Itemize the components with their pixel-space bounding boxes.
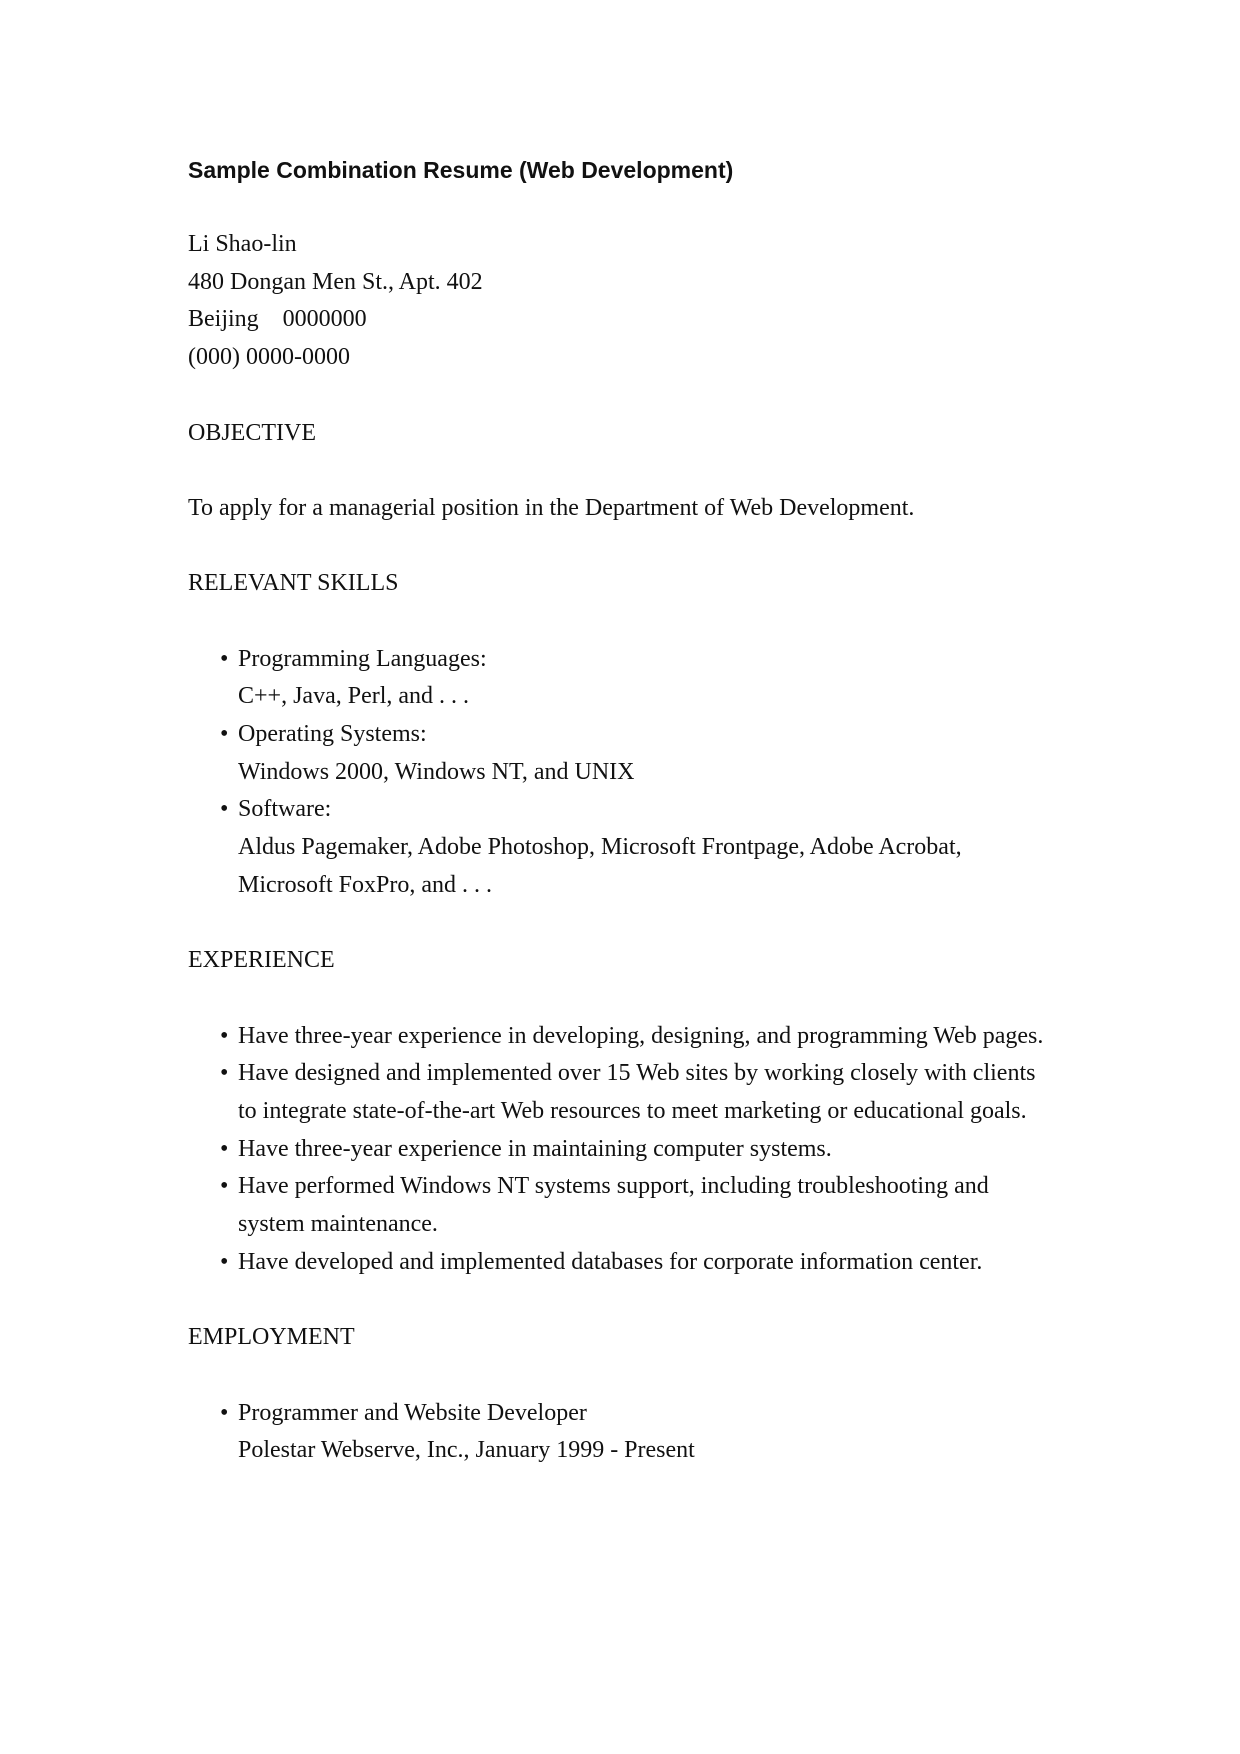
experience-item: [188, 1055, 1068, 1130]
bullet-glyph: •: [220, 1022, 229, 1049]
contact-block: [188, 226, 1068, 377]
spacer: [188, 1282, 1068, 1320]
skill-detail: Windows 2000, Windows NT, and UNIX: [238, 758, 635, 785]
bullet-glyph: •: [220, 1135, 229, 1162]
experience-item: [188, 1244, 1068, 1282]
experience-text: Have three-year experience in maintaining computer systems.: [238, 1135, 832, 1162]
experience-list: [188, 1018, 1068, 1282]
bullet-glyph: •: [220, 721, 229, 748]
experience-item: [188, 1018, 1068, 1056]
skills-list: [188, 641, 1068, 905]
spacer: [188, 1357, 1068, 1395]
objective-text: To apply for a managerial position in the Department of Web Development.: [188, 494, 915, 521]
skill-item-programming-languages: [188, 641, 1068, 716]
employment-heading: EMPLOYMENT: [188, 1324, 355, 1351]
skill-detail: C++, Java, Perl, and . . .: [238, 683, 470, 710]
bullet-glyph: •: [220, 796, 229, 823]
experience-item: [188, 1168, 1068, 1243]
experience-heading: EXPERIENCE: [188, 947, 335, 974]
experience-text: Have developed and implemented databases for corporate information center.: [238, 1248, 983, 1275]
skill-detail-continued: Microsoft FoxPro, and . . .: [238, 871, 492, 898]
employment-list: [188, 1395, 1068, 1470]
contact-address: 480 Dongan Men St., Apt. 402: [188, 268, 483, 295]
resume-body: [188, 226, 1068, 1470]
bullet-glyph: •: [220, 1173, 229, 1200]
spacer: [188, 980, 1068, 1018]
bullet-glyph: •: [220, 645, 229, 672]
employment-section: [188, 1319, 1068, 1470]
skill-label: Operating Systems:: [238, 721, 427, 748]
experience-text: Have designed and implemented over 15 Web sites by working closely with clients to integrate state-of-the-art Web resources to meet marketing or educational goals.: [238, 1060, 1036, 1125]
spacer: [188, 452, 1068, 490]
objective-section: [188, 415, 1068, 528]
contact-city-postal: Beijing 0000000: [188, 306, 367, 333]
contact-phone: (000) 0000-0000: [188, 344, 350, 371]
experience-section: [188, 942, 1068, 1281]
document-title: Sample Combination Resume (Web Development): [188, 157, 734, 183]
spacer: [188, 603, 1068, 641]
skill-label: Programming Languages:: [238, 645, 487, 672]
employment-company: Polestar Webserve, Inc., January 1999 - Present: [238, 1437, 695, 1464]
bullet-glyph: •: [220, 1248, 229, 1275]
skills-heading: RELEVANT SKILLS: [188, 570, 399, 597]
skill-item-operating-systems: [188, 716, 1068, 791]
employment-role: Programmer and Website Developer: [238, 1399, 587, 1426]
objective-heading: OBJECTIVE: [188, 419, 316, 446]
experience-item: [188, 1131, 1068, 1169]
skills-section: [188, 565, 1068, 904]
contact-name: Li Shao-lin: [188, 231, 297, 257]
skill-label: Software:: [238, 796, 332, 823]
skill-detail: Aldus Pagemaker, Adobe Photoshop, Microsoft Frontpage, Adobe Acrobat,: [238, 834, 962, 861]
spacer: [188, 905, 1068, 943]
spacer: [188, 377, 1068, 415]
experience-text: Have performed Windows NT systems support, including troubleshooting and system maintenance.: [238, 1173, 989, 1238]
resume-document: [188, 154, 1068, 1470]
skill-item-software: [188, 791, 1068, 904]
bullet-glyph: •: [220, 1060, 229, 1087]
bullet-glyph: •: [220, 1399, 229, 1426]
employment-item: [188, 1395, 1068, 1470]
experience-text: Have three-year experience in developing, designing, and programming Web pages.: [238, 1022, 1044, 1049]
spacer: [188, 528, 1068, 566]
